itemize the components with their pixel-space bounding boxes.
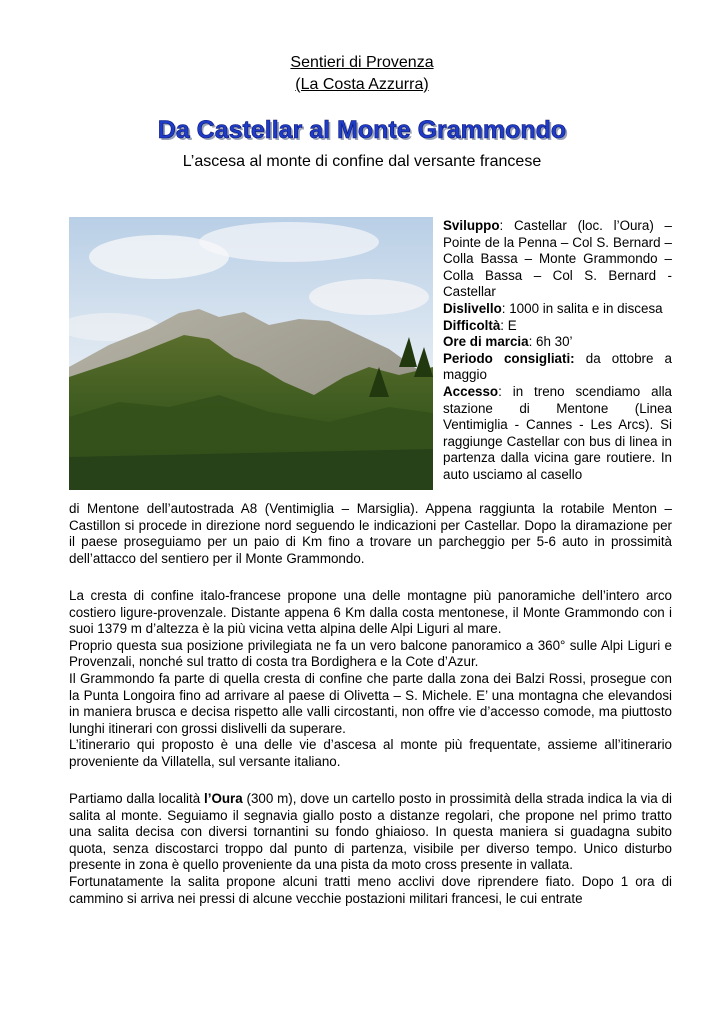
ore-value: : 6h 30’ [528, 334, 573, 350]
paragraph: di Mentone dell’autostrada A8 (Ventimiglia – Marsiglia). Appena raggiunta la rotabile Menton – Castillon si procede in direzione nord seguendo le indicazioni per Castellar. Dopo la diramazione per il paese proseguiamo per un paio di Km fino a trovare un parcheggio per 5-6 auto in prossimità dell’attacco del sentiero per il Monte Grammondo. [69, 501, 672, 566]
mountain-photo-icon [69, 217, 433, 490]
access-continuation [69, 501, 672, 567]
difficolta-value: : E [500, 317, 517, 333]
description-block [69, 588, 672, 771]
info-ore [443, 334, 672, 351]
info-periodo [443, 351, 672, 384]
route-intro: Partiamo dalla località [69, 791, 204, 806]
route-block [69, 791, 672, 907]
accesso-label: Accesso [443, 383, 499, 399]
accesso-value: : in treno scendiamo alla stazione di Mentone (Linea Ventimiglia - Cannes - Les Arcs). Si raggiunge Castellar con bus di linea in partenza dalla vicina gare routiere. In auto usciamo al casello [443, 383, 672, 482]
periodo-label: Periodo consigliati: [443, 350, 575, 366]
info-accesso [443, 384, 672, 484]
info-difficolta [443, 318, 672, 335]
route-text: (300 m), dove un cartello posto in prossimità della strada indica la via di salita al monte. Seguiamo il segnavia giallo posto a distanze regolari, che propone nel primo tratto una salita decisa con diversi tornantini su fondo ghiaioso. In questa maniera si guadagna subito quota, senza discostarci troppo dal punto di partenza, visibile per diverso tempo. Unico disturbo presente in zona è quello proveniente da una pista da moto cross presente in vallata. [69, 791, 672, 873]
series-title: Sentieri di Provenza [290, 54, 434, 71]
dislivello-value: : 1000 in salita e in discesa [501, 300, 663, 316]
paragraph: Fortunatamente la salita propone alcuni tratti meno acclivi dove riprendere fiato. Dopo 1 ora di cammino si arriva nei pressi di alcune vecchie postazioni militari francesi, le cui entrate [69, 873, 672, 906]
page-subtitle: L’ascesa al monte di confine dal versante francese [182, 153, 542, 170]
sviluppo-value: : Castellar (loc. l’Oura) – Pointe de la Penna – Col S. Bernard – Colla Bassa – Monte Grammondo – Colla Bassa – Col S. Bernard - Castellar [443, 218, 672, 300]
difficolta-label: Difficoltà [443, 317, 501, 333]
paragraph [69, 791, 672, 874]
periodo-value: da ottobre a maggio [443, 350, 672, 383]
info-dislivello [443, 301, 672, 318]
trail-info [443, 218, 672, 484]
paragraph: Proprio questa sua posizione privilegiata ne fa un vero balcone panoramico a 360° sulle Alpi Liguri e Provenzali, nonché sul tratto di costa tra Bordighera e la Cote d’Azur. [69, 637, 672, 670]
info-sviluppo [443, 218, 672, 301]
series-region: (La Costa Azzurra) [295, 76, 429, 93]
sviluppo-label: Sviluppo [443, 218, 500, 233]
paragraph: La cresta di confine italo-francese propone una delle montagne più panoramiche dell’intero arco costiero ligure-provenzale. Distante appena 6 Km dalla costa mentonese, il Monte Grammondo con i suoi 1379 m d’altezza è la più vicina vetta alpina delle Alpi Liguri al mare. [69, 588, 672, 637]
mountain-photo [69, 217, 433, 490]
page-title: Da Castellar al Monte Grammondo [157, 116, 567, 144]
start-location: l’Oura [204, 791, 243, 806]
paragraph: Il Grammondo fa parte di quella cresta di confine che parte dalla zona dei Balzi Rossi, prosegue con la Punta Longoira fino ad arrivare al paese di Olivetta – S. Michele. E’ una montagna che elevandosi in maniera brusca e decisa rispetto alle valli circostanti, non offre vie d’accesso comode, ma piuttosto lunghi itinerari con grossi dislivelli da superare. [69, 670, 672, 736]
ore-label: Ore di marcia [443, 334, 529, 350]
dislivello-label: Dislivello [443, 300, 502, 316]
paragraph: L’itinerario qui proposto è una delle vie d’ascesa al monte più frequentate, assieme all’itinerario proveniente da Villatella, sul versante italiano. [69, 737, 672, 769]
